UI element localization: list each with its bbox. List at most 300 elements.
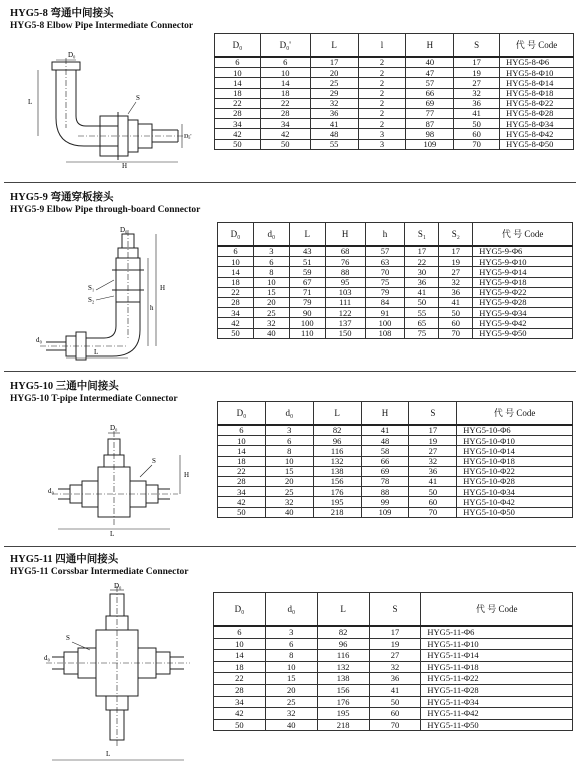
value-cell: 108: [365, 328, 405, 338]
column-header: 代 号 Code: [473, 223, 573, 247]
value-cell: 176: [313, 487, 361, 497]
value-cell: 17: [409, 425, 457, 436]
value-cell: 96: [317, 638, 369, 650]
value-cell: 10: [265, 661, 317, 673]
column-header: D₀: [214, 593, 266, 627]
value-cell: 22: [405, 257, 439, 267]
code-cell: HYG5-11-Φ28: [421, 684, 573, 696]
value-cell: 10: [265, 456, 313, 466]
value-cell: 40: [253, 328, 289, 338]
value-cell: 17: [454, 57, 500, 68]
code-cell: HYG5-9-Φ34: [473, 308, 573, 318]
value-cell: 70: [454, 139, 500, 149]
code-cell: HYG5-9-Φ22: [473, 287, 573, 297]
table-header-row: [218, 402, 573, 426]
value-cell: 36: [369, 673, 421, 685]
column-header: D₀: [215, 34, 261, 58]
value-cell: 50: [454, 119, 500, 129]
value-cell: 25: [265, 696, 317, 708]
value-cell: 48: [310, 129, 358, 139]
value-cell: 109: [406, 139, 454, 149]
value-cell: 32: [454, 88, 500, 98]
value-cell: 75: [365, 277, 405, 287]
value-cell: 69: [406, 98, 454, 108]
value-cell: 100: [365, 318, 405, 328]
value-cell: 116: [313, 446, 361, 456]
value-cell: 19: [369, 638, 421, 650]
column-header: S: [369, 593, 421, 627]
table-row: [214, 696, 573, 708]
code-cell: HYG5-10-Φ28: [457, 476, 573, 486]
table-header-row: [218, 223, 573, 247]
value-cell: 60: [439, 318, 473, 328]
column-header: H: [325, 223, 365, 247]
value-cell: 36: [439, 287, 473, 297]
value-cell: 82: [317, 626, 369, 638]
value-cell: 25: [265, 487, 313, 497]
value-cell: 22: [260, 98, 310, 108]
value-cell: 20: [265, 684, 317, 696]
value-cell: 77: [406, 108, 454, 118]
value-cell: 6: [265, 436, 313, 446]
value-cell: 42: [215, 129, 261, 139]
value-cell: 3: [265, 626, 317, 638]
value-cell: 18: [215, 88, 261, 98]
column-header: S₁: [405, 223, 439, 247]
value-cell: 87: [406, 119, 454, 129]
table-row: [214, 626, 573, 638]
table-row: [215, 108, 574, 118]
value-cell: 78: [361, 476, 409, 486]
code-cell: HYG5-9-Φ42: [473, 318, 573, 328]
value-cell: 40: [406, 57, 454, 68]
value-cell: 27: [409, 446, 457, 456]
section-title-cn: HYG5-8 弯通中间接头: [10, 8, 114, 19]
value-cell: 3: [358, 129, 406, 139]
code-cell: HYG5-11-Φ50: [421, 719, 573, 731]
table-header-row: [215, 34, 574, 58]
value-cell: 32: [369, 661, 421, 673]
value-cell: 17: [369, 626, 421, 638]
value-cell: 60: [409, 497, 457, 507]
table-row: [214, 661, 573, 673]
section-title-en: HYG5-8 Elbow Pipe Intermediate Connector: [10, 21, 194, 31]
value-cell: 150: [325, 328, 365, 338]
value-cell: 42: [260, 129, 310, 139]
code-cell: HYG5-8-Φ14: [500, 78, 574, 88]
code-cell: HYG5-10-Φ50: [457, 507, 573, 517]
table-row: [214, 650, 573, 662]
value-cell: 90: [289, 308, 325, 318]
value-cell: 70: [409, 507, 457, 517]
value-cell: 10: [253, 277, 289, 287]
table-row: [218, 287, 573, 297]
value-cell: 14: [218, 446, 266, 456]
table-row: [215, 139, 574, 149]
value-cell: 57: [406, 78, 454, 88]
code-cell: HYG5-11-Φ22: [421, 673, 573, 685]
column-header: H: [361, 402, 409, 426]
value-cell: 42: [218, 318, 254, 328]
code-cell: HYG5-10-Φ22: [457, 466, 573, 476]
dim-h-label: H: [122, 162, 128, 170]
value-cell: 50: [215, 139, 261, 149]
value-cell: 14: [260, 78, 310, 88]
section-hyg5-10: [0, 373, 580, 545]
value-cell: 34: [218, 487, 266, 497]
code-cell: HYG5-8-Φ18: [500, 88, 574, 98]
value-cell: 10: [215, 68, 261, 78]
value-cell: 19: [454, 68, 500, 78]
value-cell: 27: [369, 650, 421, 662]
value-cell: 6: [260, 57, 310, 68]
value-cell: 18: [218, 277, 254, 287]
value-cell: 2: [358, 98, 406, 108]
value-cell: 20: [310, 68, 358, 78]
column-header: S₂: [439, 223, 473, 247]
dim-l-label: L: [106, 750, 111, 758]
code-cell: HYG5-8-Φ34: [500, 119, 574, 129]
value-cell: 132: [313, 456, 361, 466]
table-row: [214, 708, 573, 720]
value-cell: 14: [218, 267, 254, 277]
value-cell: 51: [289, 257, 325, 267]
value-cell: 91: [365, 308, 405, 318]
table-row: [218, 277, 573, 287]
value-cell: 176: [317, 696, 369, 708]
spec-table-hyg5-8: [214, 33, 574, 150]
column-header: 代 号 Code: [457, 402, 573, 426]
column-header: 代 号 Code: [500, 34, 574, 58]
value-cell: 76: [325, 257, 365, 267]
column-header: L: [310, 34, 358, 58]
value-cell: 71: [289, 287, 325, 297]
value-cell: 32: [265, 497, 313, 507]
section-divider: [4, 182, 576, 183]
value-cell: 10: [218, 257, 254, 267]
value-cell: 40: [265, 719, 317, 731]
column-header: H: [406, 34, 454, 58]
value-cell: 17: [439, 246, 473, 257]
code-cell: HYG5-9-Φ6: [473, 246, 573, 257]
value-cell: 22: [218, 287, 254, 297]
value-cell: 34: [260, 119, 310, 129]
dim-s-label: S: [152, 457, 156, 465]
value-cell: 59: [289, 267, 325, 277]
value-cell: 8: [265, 446, 313, 456]
section-hyg5-8: [0, 0, 580, 182]
column-header: L: [317, 593, 369, 627]
table-row: [215, 57, 574, 68]
value-cell: 55: [310, 139, 358, 149]
value-cell: 70: [369, 719, 421, 731]
table-row: [215, 119, 574, 129]
table-row: [215, 78, 574, 88]
value-cell: 41: [454, 108, 500, 118]
value-cell: 2: [358, 119, 406, 129]
value-cell: 66: [406, 88, 454, 98]
section-hyg5-11: [0, 548, 580, 770]
value-cell: 132: [317, 661, 369, 673]
value-cell: 69: [361, 466, 409, 476]
value-cell: 82: [313, 425, 361, 436]
value-cell: 122: [325, 308, 365, 318]
value-cell: 15: [265, 466, 313, 476]
code-cell: HYG5-10-Φ14: [457, 446, 573, 456]
section-divider: [4, 546, 576, 547]
value-cell: 20: [253, 297, 289, 307]
value-cell: 138: [317, 673, 369, 685]
value-cell: 41: [439, 297, 473, 307]
value-cell: 28: [260, 108, 310, 118]
dim-d0-small-label: d₀: [36, 336, 42, 344]
code-cell: HYG5-8-Φ6: [500, 57, 574, 68]
value-cell: 79: [289, 297, 325, 307]
value-cell: 34: [214, 696, 266, 708]
value-cell: 100: [289, 318, 325, 328]
table-row: [218, 318, 573, 328]
section-title-en: HYG5-10 T-pipe Intermediate Connector: [10, 394, 178, 404]
value-cell: 19: [439, 257, 473, 267]
value-cell: 50: [214, 719, 266, 731]
table-row: [218, 436, 573, 446]
table-row: [218, 507, 573, 517]
dim-s-label: S: [66, 634, 70, 642]
dim-d0-label: D₀: [120, 226, 128, 234]
code-cell: HYG5-11-Φ14: [421, 650, 573, 662]
value-cell: 65: [405, 318, 439, 328]
value-cell: 18: [214, 661, 266, 673]
value-cell: 41: [361, 425, 409, 436]
value-cell: 63: [365, 257, 405, 267]
value-cell: 68: [325, 246, 365, 257]
value-cell: 3: [358, 139, 406, 149]
value-cell: 2: [358, 78, 406, 88]
value-cell: 28: [218, 476, 266, 486]
section-title-cn: HYG5-10 三通中间接头: [10, 381, 119, 392]
value-cell: 10: [218, 436, 266, 446]
column-header: D₀': [260, 34, 310, 58]
elbow-through-board-drawing: [36, 226, 186, 360]
dim-s1-label: S₁: [88, 284, 95, 292]
value-cell: 10: [260, 68, 310, 78]
dim-d0-label: D₀: [68, 51, 76, 59]
value-cell: 70: [439, 328, 473, 338]
column-header: 代 号 Code: [421, 593, 573, 627]
table-row: [218, 257, 573, 267]
table-row: [214, 684, 573, 696]
value-cell: 41: [310, 119, 358, 129]
dim-d0p-label: D₀': [184, 134, 192, 140]
value-cell: 66: [361, 456, 409, 466]
table-row: [218, 328, 573, 338]
table-header-row: [214, 593, 573, 627]
table-row: [215, 129, 574, 139]
table-row: [218, 476, 573, 486]
column-header: S: [409, 402, 457, 426]
value-cell: 17: [405, 246, 439, 257]
column-header: L: [313, 402, 361, 426]
value-cell: 18: [218, 456, 266, 466]
value-cell: 30: [405, 267, 439, 277]
value-cell: 6: [214, 626, 266, 638]
value-cell: 55: [405, 308, 439, 318]
spec-table-hyg5-11: [213, 592, 573, 731]
value-cell: 50: [409, 487, 457, 497]
value-cell: 103: [325, 287, 365, 297]
code-cell: HYG5-9-Φ10: [473, 257, 573, 267]
dim-h-label: H: [160, 284, 166, 292]
value-cell: 218: [313, 507, 361, 517]
table-row: [215, 88, 574, 98]
value-cell: 98: [406, 129, 454, 139]
code-cell: HYG5-9-Φ18: [473, 277, 573, 287]
value-cell: 25: [253, 308, 289, 318]
section-title-cn: HYG5-9 弯通穿板接头: [10, 192, 114, 203]
section-divider: [4, 371, 576, 372]
code-cell: HYG5-11-Φ42: [421, 708, 573, 720]
value-cell: 116: [317, 650, 369, 662]
code-cell: HYG5-9-Φ28: [473, 297, 573, 307]
value-cell: 2: [358, 88, 406, 98]
table-row: [218, 297, 573, 307]
value-cell: 2: [358, 68, 406, 78]
value-cell: 22: [218, 466, 266, 476]
value-cell: 28: [214, 684, 266, 696]
value-cell: 67: [289, 277, 325, 287]
value-cell: 95: [325, 277, 365, 287]
section-title-cn: HYG5-11 四通中间接头: [10, 554, 119, 565]
value-cell: 48: [361, 436, 409, 446]
value-cell: 195: [317, 708, 369, 720]
value-cell: 110: [289, 328, 325, 338]
section-hyg5-9: [0, 184, 580, 370]
dim-h-small-label: h: [150, 304, 154, 312]
value-cell: 50: [369, 696, 421, 708]
dim-d0-small-label: d₀: [44, 654, 50, 662]
code-cell: HYG5-10-Φ10: [457, 436, 573, 446]
value-cell: 22: [215, 98, 261, 108]
value-cell: 42: [214, 708, 266, 720]
value-cell: 25: [310, 78, 358, 88]
value-cell: 6: [265, 638, 317, 650]
code-cell: HYG5-11-Φ10: [421, 638, 573, 650]
dim-h-label: H: [184, 471, 190, 479]
value-cell: 32: [265, 708, 317, 720]
value-cell: 29: [310, 88, 358, 98]
table-row: [218, 487, 573, 497]
value-cell: 8: [253, 267, 289, 277]
value-cell: 17: [310, 57, 358, 68]
value-cell: 57: [365, 246, 405, 257]
value-cell: 6: [253, 257, 289, 267]
table-row: [218, 308, 573, 318]
value-cell: 50: [218, 328, 254, 338]
section-title-en: HYG5-9 Elbow Pipe through-board Connector: [10, 205, 201, 215]
table-row: [214, 719, 573, 731]
value-cell: 14: [215, 78, 261, 88]
code-cell: HYG5-8-Φ22: [500, 98, 574, 108]
spec-table-hyg5-10: [217, 401, 573, 518]
value-cell: 6: [218, 246, 254, 257]
value-cell: 22: [214, 673, 266, 685]
value-cell: 47: [406, 68, 454, 78]
table-row: [218, 246, 573, 257]
table-row: [218, 267, 573, 277]
table-row: [218, 466, 573, 476]
code-cell: HYG5-11-Φ34: [421, 696, 573, 708]
value-cell: 15: [265, 673, 317, 685]
value-cell: 27: [454, 78, 500, 88]
value-cell: 84: [365, 297, 405, 307]
dim-s-label: S: [136, 94, 140, 102]
value-cell: 34: [218, 308, 254, 318]
dim-d0-label: D₀: [114, 582, 122, 590]
value-cell: 50: [218, 507, 266, 517]
value-cell: 28: [215, 108, 261, 118]
dim-l-label: L: [110, 530, 115, 538]
value-cell: 19: [409, 436, 457, 446]
value-cell: 18: [260, 88, 310, 98]
value-cell: 32: [439, 277, 473, 287]
table-row: [218, 425, 573, 436]
dim-s2-label: S₂: [88, 296, 95, 304]
value-cell: 88: [361, 487, 409, 497]
value-cell: 3: [265, 425, 313, 436]
dim-d0-label: D₀: [110, 424, 118, 432]
value-cell: 42: [218, 497, 266, 507]
code-cell: HYG5-9-Φ50: [473, 328, 573, 338]
value-cell: 109: [361, 507, 409, 517]
section-title-en: HYG5-11 Corssbar Intermediate Connector: [10, 567, 189, 577]
value-cell: 36: [405, 277, 439, 287]
value-cell: 50: [405, 297, 439, 307]
value-cell: 8: [265, 650, 317, 662]
value-cell: 75: [405, 328, 439, 338]
column-header: D₀: [218, 402, 266, 426]
value-cell: 156: [317, 684, 369, 696]
elbow-connector-drawing: [18, 51, 198, 170]
t-connector-drawing: [48, 425, 198, 537]
value-cell: 60: [369, 708, 421, 720]
column-header: l: [358, 34, 406, 58]
value-cell: 32: [310, 98, 358, 108]
value-cell: 60: [454, 129, 500, 139]
value-cell: 3: [253, 246, 289, 257]
table-row: [218, 456, 573, 466]
value-cell: 138: [313, 466, 361, 476]
table-row: [218, 446, 573, 456]
value-cell: 99: [361, 497, 409, 507]
table-row: [215, 98, 574, 108]
dim-l-label: L: [28, 98, 33, 106]
value-cell: 6: [215, 57, 261, 68]
value-cell: 218: [317, 719, 369, 731]
value-cell: 15: [253, 287, 289, 297]
code-cell: HYG5-10-Φ42: [457, 497, 573, 507]
value-cell: 2: [358, 108, 406, 118]
value-cell: 32: [253, 318, 289, 328]
value-cell: 2: [358, 57, 406, 68]
code-cell: HYG5-10-Φ6: [457, 425, 573, 436]
code-cell: HYG5-11-Φ6: [421, 626, 573, 638]
cross-connector-drawing: [44, 584, 194, 766]
value-cell: 43: [289, 246, 325, 257]
value-cell: 70: [365, 267, 405, 277]
value-cell: 88: [325, 267, 365, 277]
value-cell: 156: [313, 476, 361, 486]
value-cell: 28: [218, 297, 254, 307]
